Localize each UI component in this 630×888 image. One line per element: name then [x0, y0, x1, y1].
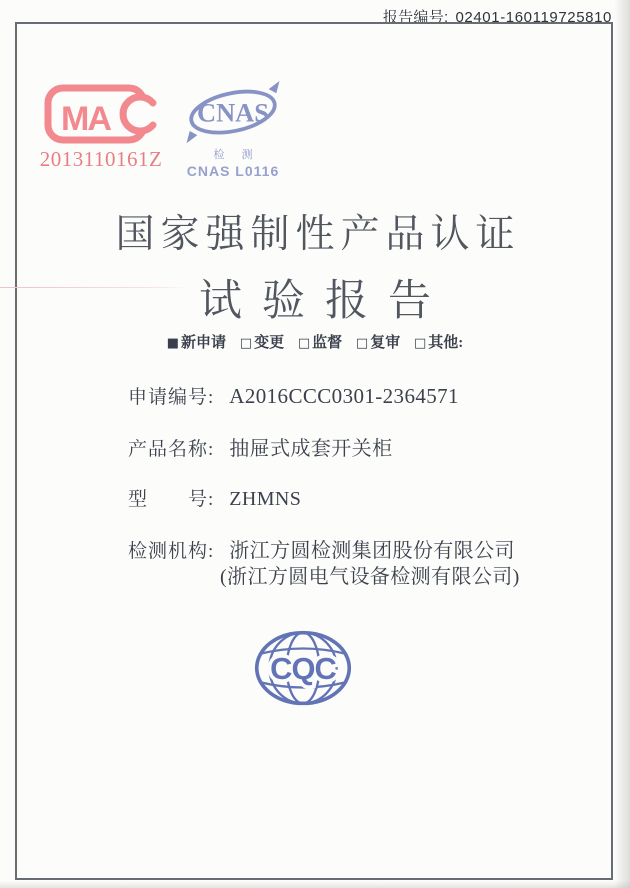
scan-edge-shadow-right — [614, 0, 630, 888]
checkbox-label: 新申请 — [181, 335, 227, 351]
cqc-logo-block — [253, 629, 353, 707]
scan-artifact-line — [0, 287, 190, 288]
report-number-value: 02401-160119725810 — [455, 9, 612, 26]
field-application-number — [128, 382, 459, 409]
field-test-organization — [128, 534, 515, 563]
field-label: 申请编号: — [128, 387, 215, 408]
checkbox-filled-icon: ■ — [166, 336, 180, 351]
field-label: 产品名称: — [128, 439, 215, 460]
checkbox-supervision — [298, 331, 342, 352]
cma-letters: MA — [61, 100, 110, 138]
checkbox-new-application — [167, 331, 226, 352]
checkbox-change — [240, 331, 284, 352]
checkbox-label: 变更 — [254, 335, 285, 351]
field-value: 抽屉式成套开关柜 — [229, 438, 393, 460]
field-value: ZHMNS — [229, 488, 302, 510]
checkbox-empty-icon: □ — [297, 336, 311, 351]
report-number-label: 报告编号: — [382, 9, 449, 26]
field-label: 检测机构: — [128, 541, 215, 562]
checkbox-label: 复审 — [370, 335, 401, 351]
cma-mark-icon — [43, 82, 159, 146]
checkbox-label: 监督 — [312, 335, 343, 351]
field-product-name — [128, 432, 392, 461]
checkbox-label: 其他: — [428, 335, 464, 351]
checkbox-empty-icon: □ — [413, 336, 427, 351]
field-test-organization-line2: (浙江方圆电气设备检测有限公司) — [220, 566, 520, 588]
cma-certificate-number: 2013110161Z — [39, 147, 163, 171]
cnas-testing-label: 检 测 — [213, 149, 260, 161]
field-model — [128, 484, 301, 511]
field-value: A2016CCC0301-2364571 — [229, 384, 459, 408]
checkbox-review — [356, 331, 400, 352]
document-title-line2: 试验报告 — [199, 278, 451, 325]
document-title-line1: 国家强制性产品认证 — [115, 213, 521, 256]
checkbox-other — [414, 331, 463, 352]
field-value: 浙江方圆检测集团股份有限公司 — [229, 540, 515, 562]
application-type-row — [0, 331, 630, 352]
cqc-globe-icon — [253, 629, 353, 707]
scan-edge-shadow-bottom — [0, 881, 630, 888]
cnas-accreditation-block — [178, 80, 288, 179]
cqc-letters: CQC — [270, 650, 336, 686]
cnas-mark-icon — [181, 80, 285, 148]
cnas-letters: CNAS — [197, 97, 269, 128]
cnas-accreditation-number: CNAS L0116 — [186, 163, 280, 179]
field-label: 型 号: — [128, 489, 215, 510]
cma-accreditation-block — [36, 82, 166, 172]
checkbox-empty-icon: □ — [239, 336, 253, 351]
checkbox-empty-icon: □ — [355, 336, 369, 351]
